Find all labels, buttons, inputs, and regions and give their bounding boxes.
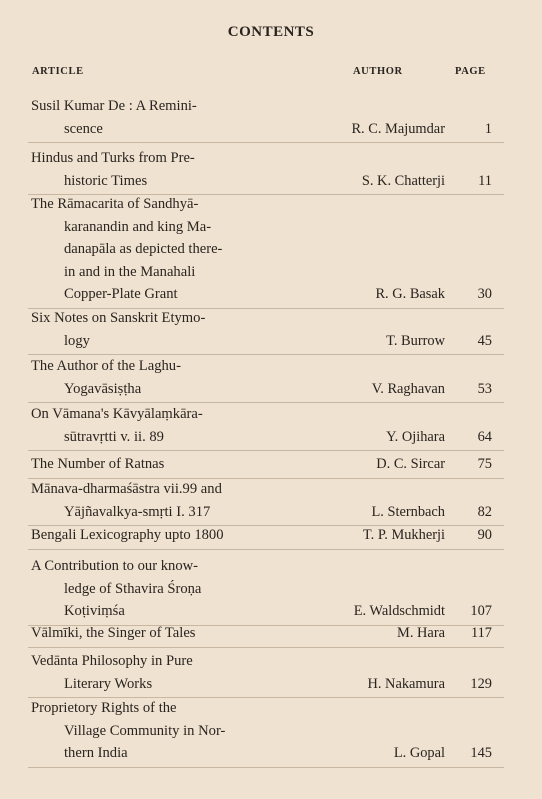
entry-divider: [28, 450, 504, 451]
article-title-line: The Rāmacarita of Sandhyā-: [31, 196, 199, 212]
article-author: M. Hara: [397, 625, 445, 641]
article-page-number: 117: [470, 625, 492, 641]
article-page-number: 45: [477, 332, 492, 349]
article-title-line: Koṭiviṃśa: [64, 603, 125, 619]
article-title-line: Literary Works: [64, 675, 153, 692]
entry-divider: [28, 647, 504, 648]
article-author: R. C. Majumdar: [351, 120, 445, 137]
article-title: [31, 524, 271, 547]
article-title: [31, 622, 271, 645]
article-page-number: 11: [478, 172, 492, 189]
article-author: S. K. Chatterji: [361, 172, 445, 189]
article-title-line: Six Notes on Sanskrit Etymo-: [31, 310, 206, 326]
article-title-line: sūtravṛtti v. ii. 89: [64, 428, 164, 445]
article-title: [31, 355, 271, 400]
article-title: [31, 650, 271, 695]
article-title-line: logy: [64, 332, 90, 349]
article-title: [31, 555, 271, 623]
article-title-line: Vedānta Philosophy in Pure: [31, 653, 193, 669]
article-page-number: 129: [470, 675, 492, 692]
article-author: E. Waldschmidt: [353, 603, 445, 619]
article-title: [31, 95, 271, 140]
article-author: V. Raghavan: [371, 380, 445, 397]
article-author: Y. Ojihara: [386, 428, 445, 445]
article-title: [31, 147, 271, 192]
article-title-line: thern India: [64, 745, 128, 761]
article-title: [31, 453, 271, 476]
article-author: R. G. Basak: [375, 286, 445, 302]
article-title-line: Yājñavalkya-smṛti I. 317: [64, 503, 211, 520]
article-page-number: 82: [477, 503, 492, 520]
page-title: CONTENTS: [227, 24, 315, 40]
article-page-number: 30: [477, 286, 492, 302]
article-title: [31, 307, 271, 352]
article-title-line: Bengali Lexicography upto 1800: [31, 527, 224, 543]
article-title-line: The Number of Ratnas: [31, 456, 165, 472]
article-page-number: 90: [477, 527, 492, 543]
article-title: [31, 478, 271, 523]
article-title-line: scence: [64, 120, 103, 137]
article-title-line: On Vāmana's Kāvyālaṃkāra-: [31, 406, 203, 422]
page-column-header: PAGE: [455, 66, 486, 77]
article-title-line: danapāla as depicted there-: [64, 241, 223, 257]
article-title-line: ledge of Sthavira Śroṇa: [64, 580, 202, 597]
article-page-number: 75: [477, 456, 492, 472]
article-page-number: 107: [470, 603, 492, 619]
article-author: T. Burrow: [386, 332, 445, 349]
entry-divider: [28, 142, 504, 143]
article-author: D. C. Sircar: [376, 456, 445, 472]
article-title-line: Vālmīki, the Singer of Tales: [31, 625, 196, 641]
article-title-line: historic Times: [64, 172, 148, 189]
entry-divider: [28, 767, 504, 768]
article-page-number: 53: [477, 380, 492, 397]
article-author: L. Gopal: [393, 745, 445, 761]
article-title-line: Village Community in Nor-: [64, 722, 226, 739]
article-page-number: 1: [484, 120, 492, 137]
article-title-line: Susil Kumar De : A Remini-: [31, 98, 197, 114]
article-page-number: 64: [477, 428, 492, 445]
article-title-line: Yogavāsiṣṭha: [64, 380, 142, 397]
article-title: [31, 403, 271, 448]
article-title-line: Hindus and Turks from Pre-: [31, 150, 195, 166]
article-title-line: Proprietory Rights of the: [31, 700, 177, 716]
article-title: [31, 193, 271, 306]
article-title-line: in and in the Manahali: [64, 263, 196, 280]
article-page-number: 145: [470, 745, 492, 761]
article-author: L. Sternbach: [371, 503, 445, 520]
article-author: H. Nakamura: [367, 675, 445, 692]
article-title-line: Copper-Plate Grant: [64, 286, 178, 302]
article-title-line: A Contribution to our know-: [31, 558, 199, 574]
author-column-header: AUTHOR: [353, 66, 403, 77]
article-title-line: Mānava-dharmaśāstra vii.99 and: [31, 481, 222, 497]
article-title-line: The Author of the Laghu-: [31, 358, 181, 374]
article-title: [31, 697, 271, 765]
entry-divider: [28, 549, 504, 550]
article-title-line: karanandin and king Ma-: [64, 218, 212, 235]
article-column-header: ARTICLE: [32, 66, 84, 77]
article-author: T. P. Mukherji: [362, 527, 445, 543]
